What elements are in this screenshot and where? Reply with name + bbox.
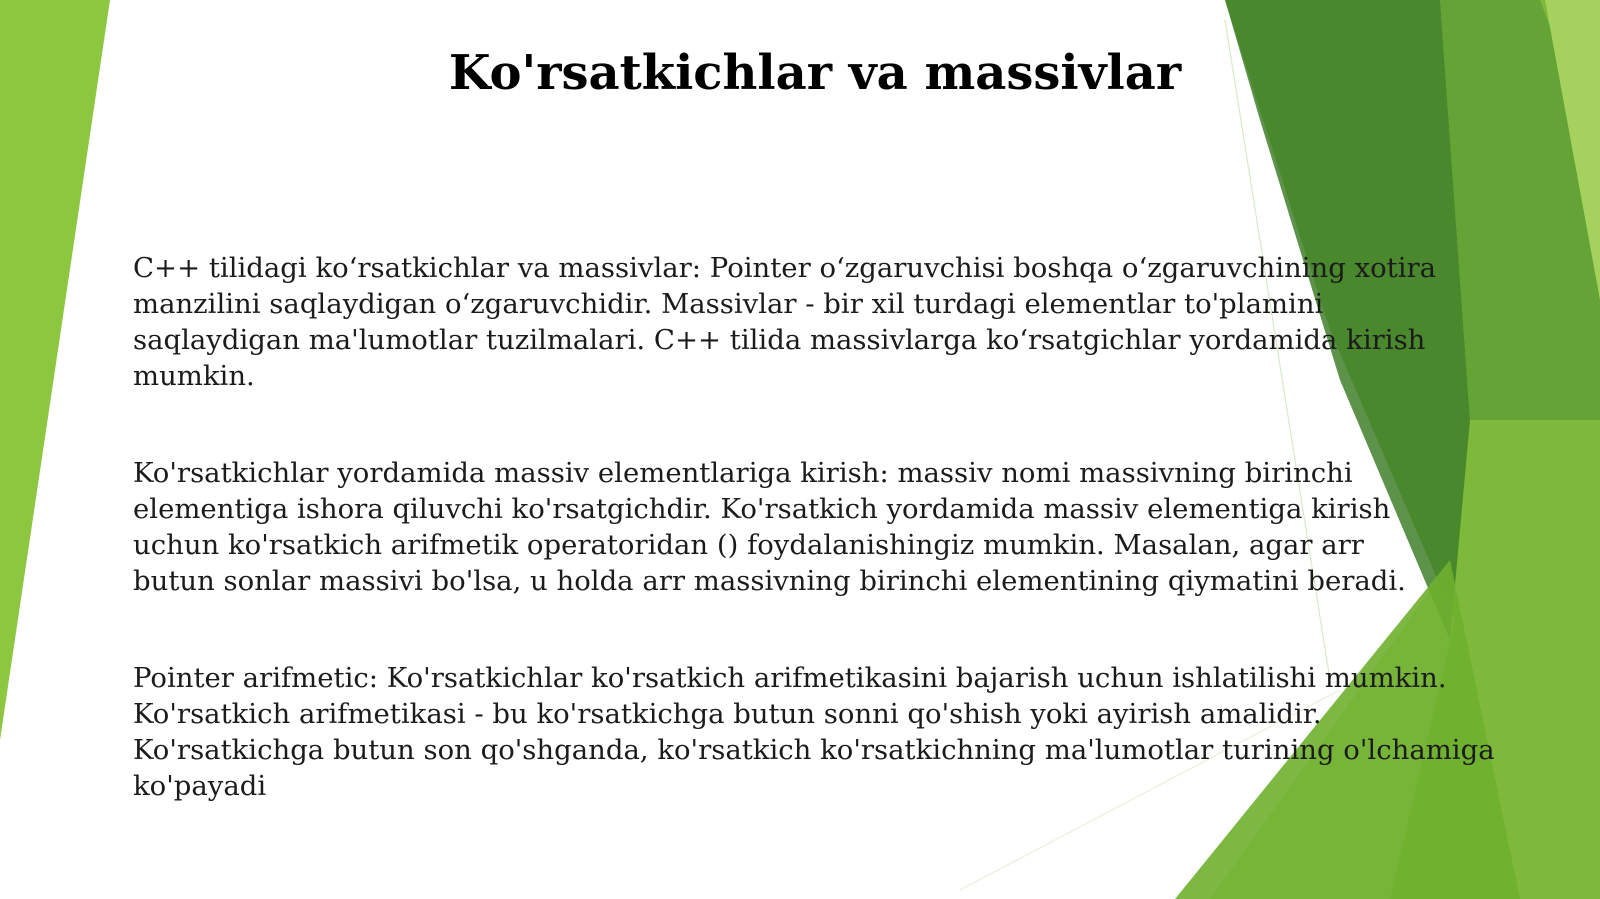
text-line: Ko'rsatkichlar yordamida massiv elementlariga kirish: massiv nomi massivning birinchi — [133, 457, 1353, 489]
text-line: mumkin. — [133, 360, 255, 392]
text-line: C++ tilidagi ko‘rsatkichlar va massivlar: Pointer o‘zgaruvchisi boshqa o‘zgaruvchining xotira — [133, 252, 1437, 284]
paragraph-pointers-arrays — [133, 250, 1533, 394]
left-green-band — [0, 0, 110, 740]
text-line: elementiga ishora qiluvchi ko'rsatgichdir. Ko'rsatkich yordamida massiv elementiga kirish — [133, 493, 1391, 525]
text-line: butun sonlar massivi bo'lsa, u holda arr massivning birinchi elementining qiymatini beradi. — [133, 565, 1406, 597]
paragraph-array-access — [133, 455, 1533, 599]
slide-body — [133, 250, 1533, 804]
text-line: ko'payadi — [133, 770, 267, 802]
text-line: Ko'rsatkichga butun son qo'shganda, ko'rsatkich ko'rsatkichning ma'lumotlar turining o'lchamiga — [133, 734, 1495, 766]
text-line: Pointer arifmetic: Ko'rsatkichlar ko'rsatkich arifmetikasini bajarish uchun ishlatilishi mumkin. — [133, 662, 1447, 694]
slide-title: Ko'rsatkichlar va massivlar — [448, 45, 1182, 101]
text-line: Ko'rsatkich arifmetikasi - bu ko'rsatkichga butun sonni qo'shish yoki ayirish amalidir. — [133, 698, 1322, 730]
paragraph-pointer-arithmetic — [133, 660, 1533, 804]
text-line: saqlaydigan ma'lumotlar tuzilmalari. C++ tilida massivlarga ko‘rsatgichlar yordamida kirish — [133, 324, 1426, 356]
text-line: uchun ko'rsatkich arifmetik operatoridan () foydalanishingiz mumkin. Masalan, agar arr — [133, 529, 1364, 561]
text-line: manzilini saqlaydigan o‘zgaruvchidir. Massivlar - bir xil turdagi elementlar to'plamini — [133, 288, 1324, 320]
